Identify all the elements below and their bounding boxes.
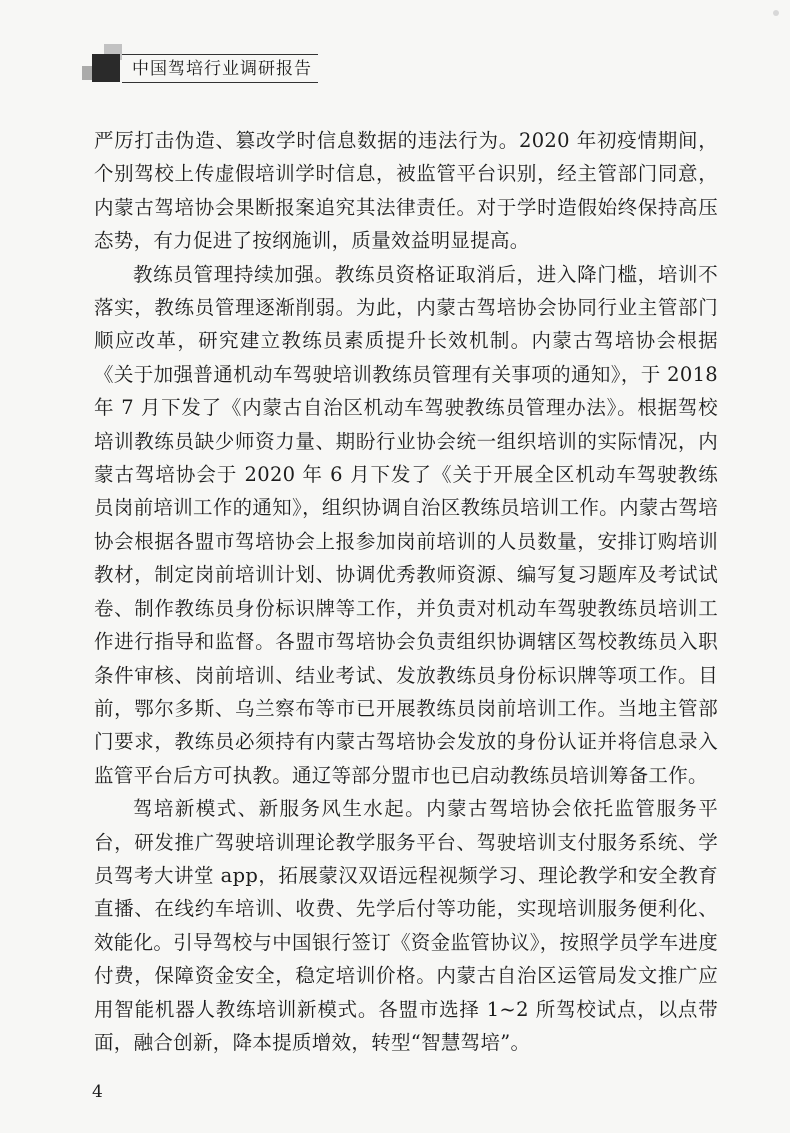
body-text: [94, 124, 718, 1059]
header-title: 中国驾培行业调研报告: [132, 59, 312, 79]
paragraph-1: 严厉打击伪造、篡改学时信息数据的违法行为。2020 年初疫情期间，个别驾校上传虚假培训学时信息，被监管平台识别，经主管部门同意，内蒙古驾培协会果断报案追究其法律责任。对于学时造假始终保持高压态势，有力促进了按纲施训，质量效益明显提高。: [94, 129, 718, 253]
page-number: 4: [92, 1082, 103, 1102]
paragraph-2: 教练员管理持续加强。教练员资格证取消后，进入降门槛，培训不落实，教练员管理逐渐削弱。为此，内蒙古驾培协会协同行业主管部门顺应改革，研究建立教练员素质提升长效机制。内蒙古驾培协会根据《关于加强普通机动车驾驶培训教练员管理有关事项的通知》，于 2018 年 7 月下发了《内蒙古自治区机动车驾驶教练员管理办法》。根据驾校培训教练员缺少师资力量、期盼行业协会统一组织培训的实际情况，内蒙古驾培协会于 2020 年 6 月下发了《关于开展全区机动车驾驶教练员岗前培训工作的通知》，组织协调自治区教练员培训工作。内蒙古驾培协会根据各盟市驾培协会上报参加岗前培训的人员数量，安排订购培训教材，制定岗前培训计划、协调优秀教师资源、编写复习题库及考试试卷、制作教练员身份标识牌等工作，并负责对机动车驾驶教练员培训工作进行指导和监督。各盟市驾培协会负责组织协调辖区驾校教练员入职条件审核、岗前培训、结业考试、发放教练员身份标识牌等项工作。目前，鄂尔多斯、乌兰察布等市已开展教练员岗前培训工作。当地主管部门要求，教练员必须持有内蒙古驾培协会发放的身份认证并将信息录入监管平台后方可执教。通辽等部分盟市也已启动教练员培训筹备工作。: [94, 262, 718, 787]
header-rule-top: [122, 54, 318, 55]
running-header: [82, 44, 322, 94]
header-rule-bottom: [122, 82, 318, 83]
scan-mark: [773, 10, 779, 16]
paragraph-3: 驾培新模式、新服务风生水起。内蒙古驾培协会依托监管服务平台，研发推广驾驶培训理论教学服务平台、驾驶培训支付服务系统、学员驾考大讲堂 app，拓展蒙汉双语远程视频学习、理论教学和安全教育直播、在线约车培训、收费、先学后付等功能，实现培训服务便利化、效能化。引导驾校与中国银行签订《资金监管协议》，按照学员学车进度付费，保障资金安全，稳定培训价格。内蒙古自治区运管局发文推广应用智能机器人教练培训新模式。各盟市选择 1~2 所驾校试点，以点带面，融合创新，降本提质增效，转型“智慧驾培”。: [94, 797, 718, 1054]
header-decor-square-dark: [92, 54, 120, 82]
